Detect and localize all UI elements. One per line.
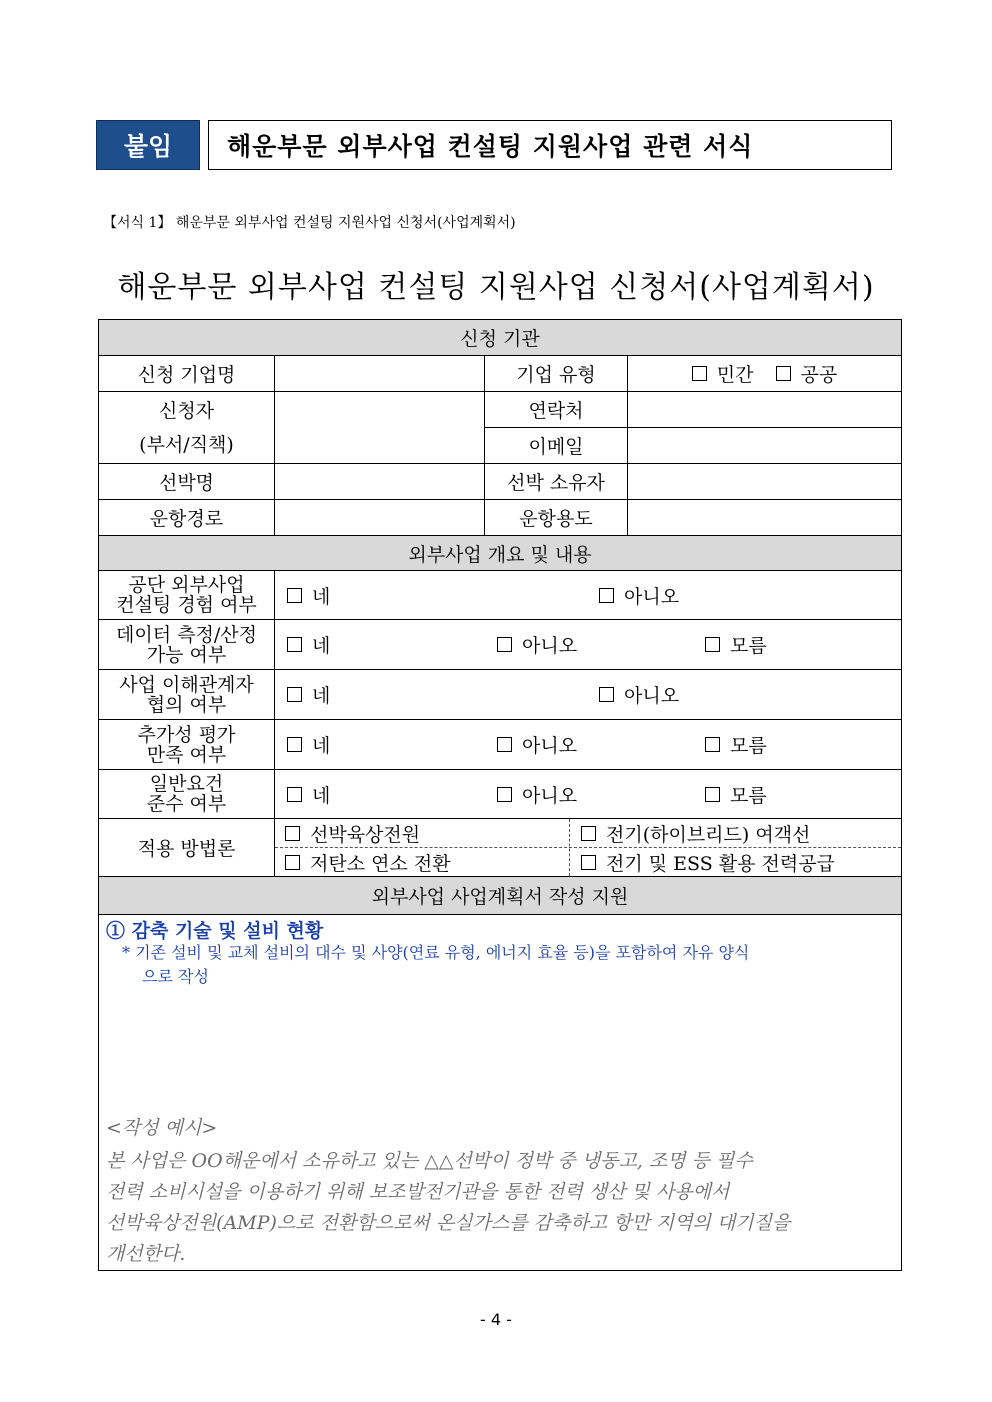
route-label: 운항경로 bbox=[149, 508, 224, 530]
q2-label-line1: 데이터 측정/산정 bbox=[116, 623, 257, 646]
option-private: 민간 bbox=[716, 364, 754, 386]
checkbox-public[interactable] bbox=[776, 366, 791, 381]
ship-name-label: 선박명 bbox=[158, 472, 215, 494]
attachment-title: 해운부문 외부사업 컨설팅 지원사업 관련 서식 bbox=[208, 120, 892, 170]
option-label: 네 bbox=[312, 635, 331, 657]
form-label: 【서식 1】 해운부문 외부사업 컨설팅 지원사업 신청서(사업계획서) bbox=[103, 215, 516, 231]
checkbox[interactable] bbox=[287, 687, 302, 702]
option-label: 아니오 bbox=[624, 685, 680, 707]
q4-label-line1: 추가성 평가 bbox=[137, 723, 236, 746]
methodology-label: 적용 방법론 bbox=[137, 838, 236, 860]
applicant-field[interactable] bbox=[275, 392, 484, 463]
option-label: 네 bbox=[312, 585, 331, 608]
checkbox[interactable] bbox=[285, 826, 300, 841]
q4-label-line2: 만족 여부 bbox=[146, 743, 227, 766]
checkbox[interactable] bbox=[581, 826, 596, 841]
option-label: 전기 및 ESS 활용 전력공급 bbox=[606, 852, 835, 875]
checkbox-private[interactable] bbox=[692, 366, 707, 381]
ship-owner-label: 선박 소유자 bbox=[507, 472, 605, 494]
example-line4: 개선한다. bbox=[106, 1243, 186, 1265]
contact-field[interactable] bbox=[628, 392, 901, 427]
checkbox[interactable] bbox=[497, 787, 512, 802]
q4-option-yes[interactable] bbox=[287, 720, 330, 769]
q4-option-no[interactable] bbox=[497, 720, 577, 769]
q5-label-line2: 준수 여부 bbox=[146, 793, 227, 815]
q5-option-unknown[interactable] bbox=[705, 770, 767, 818]
option-label: 네 bbox=[312, 784, 331, 807]
applicant-label bbox=[99, 392, 274, 463]
q2-label-line2: 가능 여부 bbox=[146, 643, 227, 666]
q1-label bbox=[99, 571, 274, 619]
ship-name-field[interactable] bbox=[275, 464, 484, 499]
checkbox[interactable] bbox=[599, 687, 614, 702]
applicant-label-line2: (부서/직책) bbox=[139, 433, 234, 456]
guide-note-line1: * 기존 설비 및 교체 설비의 대수 및 사양(연료 유형, 에너지 효율 등)을 포함하여 자유 양식 bbox=[122, 943, 750, 962]
reduction-technology-heading: ① 감축 기술 및 설비 현황 bbox=[106, 920, 324, 942]
example-text bbox=[106, 1146, 896, 1270]
q1-option-no[interactable] bbox=[599, 571, 679, 619]
checkbox[interactable] bbox=[705, 787, 720, 802]
option-label: 전기(하이브리드) 여객선 bbox=[606, 823, 811, 846]
purpose-field[interactable] bbox=[628, 500, 901, 535]
company-type-label: 기업 유형 bbox=[516, 364, 596, 386]
checkbox[interactable] bbox=[705, 737, 720, 752]
section-header-plan-support: 외부사업 사업계획서 작성 지원 bbox=[99, 877, 901, 914]
checkbox[interactable] bbox=[287, 737, 302, 752]
checkbox[interactable] bbox=[287, 637, 302, 652]
q4-label bbox=[99, 720, 274, 769]
example-line3: 선박육상전원(AMP)으로 전환함으로써 온실가스를 감축하고 항만 지역의 대기질을 bbox=[106, 1212, 791, 1234]
guide-note-line2: 으로 작성 bbox=[142, 967, 209, 986]
attachment-tag: 붙임 bbox=[96, 120, 200, 170]
checkbox[interactable] bbox=[285, 855, 300, 870]
option-label: 네 bbox=[312, 685, 331, 707]
document-title: 해운부문 외부사업 컨설팅 지원사업 신청서(사업계획서) bbox=[117, 270, 875, 305]
checkbox[interactable] bbox=[287, 787, 302, 802]
email-label: 이메일 bbox=[528, 436, 584, 458]
methodology-option-lowcarbon[interactable] bbox=[285, 848, 451, 876]
option-label: 선박육상전원 bbox=[310, 823, 421, 846]
option-label: 아니오 bbox=[522, 635, 578, 657]
contact-label: 연락처 bbox=[528, 400, 584, 422]
option-label: 모름 bbox=[730, 784, 767, 807]
q3-option-no[interactable] bbox=[599, 670, 679, 719]
company-name-field[interactable] bbox=[275, 356, 484, 391]
option-label: 아니오 bbox=[522, 784, 578, 807]
example-line1: 본 사업은 OO해운에서 소유하고 있는 △△선박이 정박 중 냉동고, 조명 등 필수 bbox=[106, 1150, 753, 1172]
checkbox[interactable] bbox=[497, 637, 512, 652]
option-label: 저탄소 연소 전환 bbox=[310, 852, 451, 875]
example-line2: 전력 소비시설을 이용하기 위해 보조발전기관을 통한 전력 생산 및 사용에서 bbox=[106, 1181, 730, 1203]
company-name-label: 신청 기업명 bbox=[137, 364, 236, 386]
checkbox[interactable] bbox=[581, 855, 596, 870]
guide-note bbox=[122, 941, 902, 989]
q5-label bbox=[99, 770, 274, 818]
option-label: 아니오 bbox=[624, 585, 680, 608]
option-label: 모름 bbox=[730, 635, 767, 657]
q2-option-unknown[interactable] bbox=[705, 620, 767, 669]
section-header-applicant: 신청 기관 bbox=[99, 320, 901, 355]
checkbox[interactable] bbox=[497, 737, 512, 752]
methodology-option-amp[interactable] bbox=[285, 819, 420, 847]
checkbox[interactable] bbox=[599, 588, 614, 603]
methodology-option-ess[interactable] bbox=[581, 848, 835, 876]
checkbox[interactable] bbox=[287, 588, 302, 603]
q1-label-line2: 컨설팅 경험 여부 bbox=[116, 594, 257, 616]
q3-label bbox=[99, 670, 274, 719]
q2-option-no[interactable] bbox=[497, 620, 577, 669]
page-number: - 4 - bbox=[480, 1310, 512, 1329]
q3-option-yes[interactable] bbox=[287, 670, 330, 719]
applicant-label-line1: 신청자 bbox=[158, 399, 215, 422]
q5-label-line1: 일반요건 bbox=[149, 773, 224, 795]
option-label: 모름 bbox=[730, 735, 767, 757]
route-field[interactable] bbox=[275, 500, 484, 535]
checkbox[interactable] bbox=[705, 637, 720, 652]
email-field[interactable] bbox=[628, 428, 901, 463]
option-public: 공공 bbox=[800, 364, 838, 386]
option-label: 아니오 bbox=[522, 735, 578, 757]
example-label: <작성 예시> bbox=[106, 1117, 218, 1139]
q5-option-no[interactable] bbox=[497, 770, 577, 818]
q3-label-line2: 협의 여부 bbox=[146, 693, 227, 716]
section-header-overview: 외부사업 개요 및 내용 bbox=[99, 536, 901, 570]
q5-option-yes[interactable] bbox=[287, 770, 330, 818]
q1-label-line1: 공단 외부사업 bbox=[128, 574, 245, 596]
methodology-option-hybrid[interactable] bbox=[581, 819, 810, 847]
q1-option-yes[interactable] bbox=[287, 571, 330, 619]
q3-label-line1: 사업 이해관계자 bbox=[119, 673, 254, 696]
option-label: 네 bbox=[312, 735, 331, 757]
q2-label bbox=[99, 620, 274, 669]
purpose-label: 운항용도 bbox=[519, 508, 593, 530]
company-type-options bbox=[628, 356, 901, 391]
q4-option-unknown[interactable] bbox=[705, 720, 767, 769]
ship-owner-field[interactable] bbox=[628, 464, 901, 499]
q2-option-yes[interactable] bbox=[287, 620, 330, 669]
